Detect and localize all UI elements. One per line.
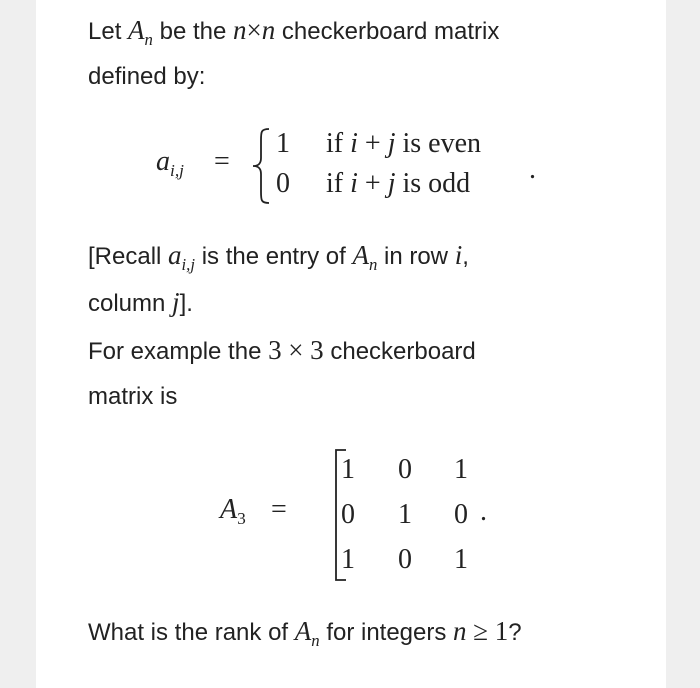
example-three-1: 3: [268, 335, 282, 365]
question-n: n: [311, 630, 320, 650]
matrix-lhs: [220, 494, 246, 529]
cond-plus: +: [364, 128, 381, 159]
dim-n-1: n: [233, 15, 247, 45]
dim-n-2: n: [261, 15, 276, 45]
recall-matrix: [352, 240, 378, 274]
cond-j: j: [387, 128, 396, 159]
recall-n: n: [368, 254, 378, 274]
matrix-cell: 1: [398, 499, 412, 530]
recall-column: column: [88, 290, 166, 317]
matrix-cell: 0: [398, 454, 412, 485]
cond-if: if: [326, 128, 344, 159]
definition-period: .: [529, 154, 536, 185]
recall-i: i: [454, 240, 463, 270]
recall-j: j: [172, 287, 180, 317]
question-for: for integers: [326, 619, 447, 646]
cond-even: is even: [402, 128, 481, 159]
recall-line-1: [88, 240, 469, 280]
recall-mid: is the entry of: [201, 243, 346, 270]
example-times: ×: [288, 335, 304, 365]
cond-plus: +: [364, 168, 381, 199]
question-card: [36, 0, 666, 688]
matrix-cell: 0: [454, 499, 468, 530]
example-three-2: 3: [310, 335, 324, 365]
matrix-lhs-a: A: [220, 494, 238, 525]
case-condition-even: [326, 128, 481, 160]
recall-open: [Recall: [88, 243, 162, 270]
example-matrix: [36, 440, 666, 590]
matrix-cell: 0: [341, 499, 355, 530]
question-A: A: [294, 616, 312, 646]
example-rest: checkerboard: [330, 338, 476, 365]
recall-comma: ,: [462, 243, 469, 270]
matrix-symbol-a: [128, 15, 153, 49]
entry-a: a: [156, 146, 170, 177]
recall-line-2: [88, 287, 193, 319]
question-one: 1: [494, 616, 509, 646]
piecewise-definition: [36, 120, 666, 220]
matrix-cell: 1: [341, 544, 355, 575]
matrix-cell: 1: [341, 454, 355, 485]
recall-a: a: [168, 240, 182, 270]
case-condition-odd: [326, 168, 470, 200]
cond-if: if: [326, 168, 344, 199]
question-text: What is the rank of: [88, 619, 289, 646]
recall-close: ].: [179, 290, 193, 317]
intro-line-1: [88, 15, 499, 55]
example-line-1: [88, 335, 476, 367]
entry-symbol: [156, 145, 184, 181]
question-matrix: [294, 616, 320, 650]
question-geq: ≥: [473, 616, 489, 646]
question-n2: n: [453, 616, 467, 646]
intro-let: Let: [88, 18, 122, 45]
question-mark: ?: [508, 619, 522, 646]
entry-sub: i,j: [170, 161, 184, 181]
times-symbol: ×: [246, 15, 262, 45]
matrix-equals: =: [271, 494, 287, 525]
example-line-2: matrix is: [88, 383, 178, 410]
recall-in-row: in row: [383, 243, 449, 270]
cond-i: i: [350, 168, 358, 199]
matrix-a-letter: A: [128, 15, 145, 45]
intro-line-2: defined by:: [88, 63, 206, 90]
example-for: For example the: [88, 338, 262, 365]
matrix-a-sub: n: [144, 29, 153, 49]
cond-odd: is odd: [402, 168, 471, 199]
intro-rest: checkerboard matrix: [281, 18, 500, 45]
intro-be-the: be the: [159, 18, 227, 45]
matrix-lhs-sub: 3: [237, 509, 246, 529]
recall-entry: [168, 240, 196, 274]
cond-i: i: [350, 128, 358, 159]
matrix-cell: 0: [398, 544, 412, 575]
matrix-cell: 1: [454, 454, 468, 485]
case-value-0: 0: [276, 168, 290, 199]
question-line: [88, 616, 522, 656]
matrix-cell: 1: [454, 544, 468, 575]
equals-sign: =: [214, 146, 230, 177]
cond-j: j: [387, 168, 396, 199]
case-value-1: 1: [276, 128, 290, 159]
recall-sub: i,j: [181, 254, 196, 274]
recall-A: A: [352, 240, 369, 270]
matrix-period: .: [480, 496, 487, 527]
left-brace-icon: [250, 126, 272, 206]
